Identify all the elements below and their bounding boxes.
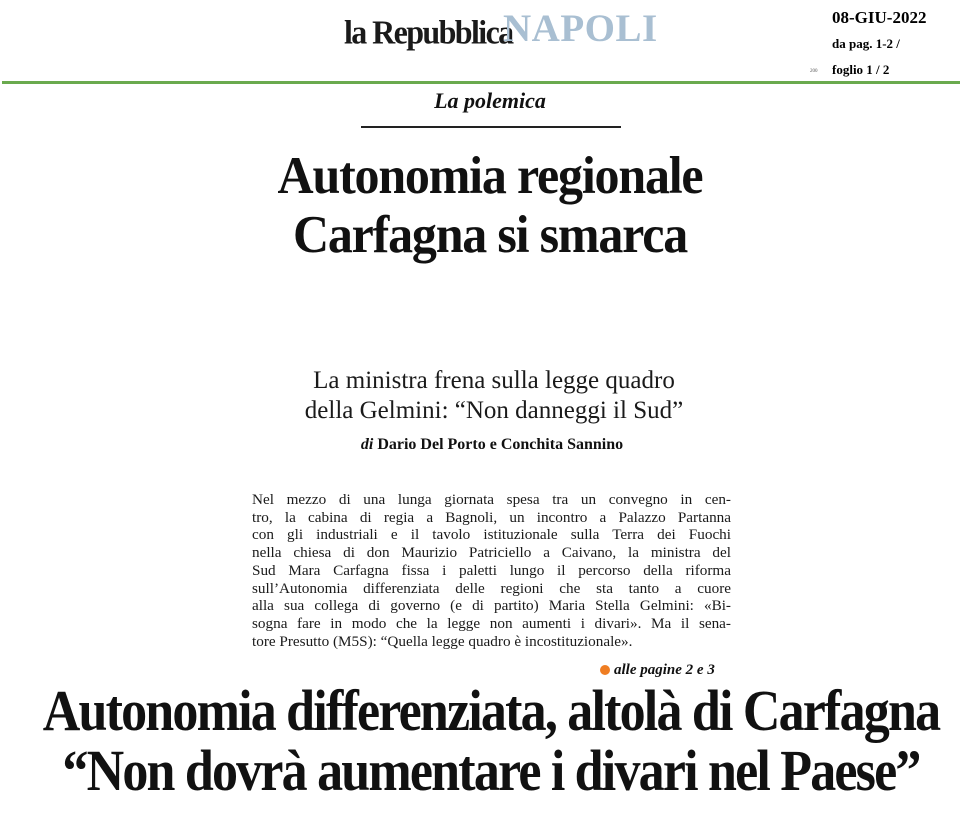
header-divider <box>2 81 960 84</box>
body-line: Sud Mara Carfagna fissa i paletti lungo il percorso della riforma <box>252 561 731 579</box>
headline-line: Autonomia regionale <box>277 145 703 205</box>
body-line: con gli industriali e il tavolo istituzionale sulla Terra dei Fuochi <box>252 526 731 544</box>
byline-authors: Dario Del Porto e Conchita Sannino <box>377 436 624 453</box>
subheadline <box>0 366 968 426</box>
body-line: tore Presutto (M5S): “Quella legge quadro è incostituzionale». <box>252 632 633 650</box>
body-line: alla sua collega di governo (e di partito) Maria Stella Gelmini: «Bi- <box>252 597 731 615</box>
subhead-line: della Gelmini: “Non danneggi il Sud” <box>304 397 684 424</box>
byline <box>0 436 968 454</box>
byline-prefix: di <box>360 436 374 453</box>
masthead <box>0 4 968 50</box>
article-body <box>252 491 731 650</box>
page-reference <box>600 662 715 679</box>
body-line: sull’Autonomia differenziata delle regioni che sta tanto a cuore <box>252 579 731 597</box>
body-line: nella chiesa di don Maurizio Patriciello a Caivano, la ministra del <box>252 544 731 562</box>
bullet-dot-icon <box>600 665 610 675</box>
headline-line: Carfagna si smarca <box>292 204 688 264</box>
newspaper-logo-city: NAPOLI <box>503 7 658 50</box>
newspaper-logo-name: la Repubblica <box>344 13 513 51</box>
body-line: tro, la cabina di regia a Bagnoli, un incontro a Palazzo Partanna <box>252 508 731 526</box>
body-line: Nel mezzo di una lunga giornata spesa tra un convegno in cen- <box>252 491 731 508</box>
subhead-line: La ministra frena sulla legge quadro <box>313 367 675 394</box>
sheet-number: foglio 1 / 2 <box>832 62 890 77</box>
kicker-underline <box>361 126 621 128</box>
main-headline <box>0 146 968 264</box>
banner-headline <box>0 679 968 804</box>
clipping-code: 200 <box>810 69 818 74</box>
page-reference-text: alle pagine 2 e 3 <box>614 662 715 678</box>
section-kicker: La polemica <box>434 88 546 113</box>
banner-line: Autonomia differenziata, altolà di Carfagna <box>42 679 940 744</box>
body-line: sogna fare in modo che la legge non aumenti i divari». Ma il sena- <box>252 614 731 632</box>
banner-line: “Non dovrà aumentare i divari nel Paese” <box>62 739 920 804</box>
publication-date: 08-GIU-2022 <box>832 8 927 27</box>
page-range: da pag. 1-2 / <box>832 36 900 51</box>
